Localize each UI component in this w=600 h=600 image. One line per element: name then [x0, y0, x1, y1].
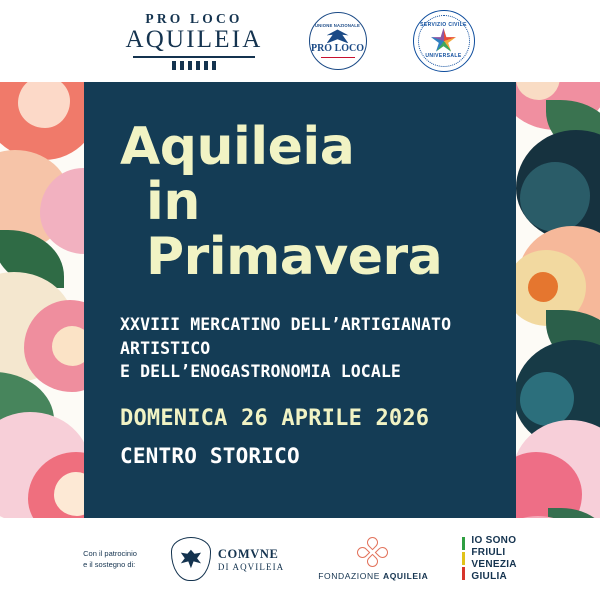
- crest-icon: [171, 537, 211, 581]
- event-title: [120, 117, 484, 288]
- event-date: DOMENICA 26 APRILE 2026: [120, 405, 430, 431]
- petals-icon: [355, 537, 391, 567]
- tricolor-bars-icon: [462, 535, 465, 580]
- fvg-line4: GIULIA: [471, 570, 508, 582]
- event-title-line1: Aquileia: [120, 117, 355, 177]
- servizio-civile-universale-badge: [413, 10, 475, 72]
- scn-bottom-text: UNIVERSALE: [425, 53, 462, 59]
- event-title-line2: in Primavera: [146, 172, 443, 288]
- dove-icon: [327, 29, 349, 43]
- comune-line1: COMVNE: [217, 546, 279, 561]
- patronage-line2: e il sostegno di:: [83, 560, 136, 569]
- patronage-line1: Con il patrocinio: [83, 548, 137, 558]
- friuli-venezia-giulia-logo: [462, 535, 516, 582]
- logo-rule: [133, 56, 255, 58]
- fvg-line1: IO SONO: [471, 535, 517, 547]
- event-subtitle-line2: E DELL’ENOGASTRONOMIA LOCALE: [120, 362, 401, 382]
- footer-sponsor-band: [0, 518, 600, 600]
- columns-icon: [125, 61, 262, 70]
- pro-loco-label: PRO LOCO: [145, 10, 243, 26]
- unpli-main-text: PRO LOCO: [310, 43, 365, 55]
- fondazione-label: [318, 571, 428, 581]
- comune-line2: DI AQVILEIA: [217, 561, 285, 572]
- main-content-panel: [84, 82, 516, 518]
- pro-loco-aquileia-logo: [125, 12, 262, 71]
- unpli-top-text: UNIONE NAZIONALE: [314, 23, 361, 29]
- comune-label: [218, 547, 284, 572]
- fondazione-line2: AQUILEIA: [382, 571, 429, 581]
- unpli-pro-loco-badge: [309, 12, 367, 70]
- event-location: CENTRO STORICO: [120, 443, 300, 468]
- event-subtitle-line1: XXVIII MERCATINO DELL’ARTIGIANATO ARTISTICO: [120, 315, 452, 358]
- eagle-icon: [180, 549, 202, 569]
- aquileia-label: AQUILEIA: [125, 26, 263, 54]
- fvg-line2: FRIULI: [471, 547, 506, 559]
- patronage-text: [83, 548, 137, 571]
- fvg-label: [471, 535, 516, 582]
- event-subtitle: [120, 313, 484, 383]
- fondazione-line1: FONDAZIONE: [318, 571, 380, 581]
- header-logo-band: [0, 0, 600, 82]
- scn-top-text: SERVIZIO CIVILE: [420, 21, 467, 28]
- fvg-line3: VENEZIA: [471, 559, 517, 570]
- unpli-rule: [321, 57, 355, 58]
- comune-di-aquileia-logo: [171, 537, 284, 581]
- fondazione-aquileia-logo: [318, 537, 428, 581]
